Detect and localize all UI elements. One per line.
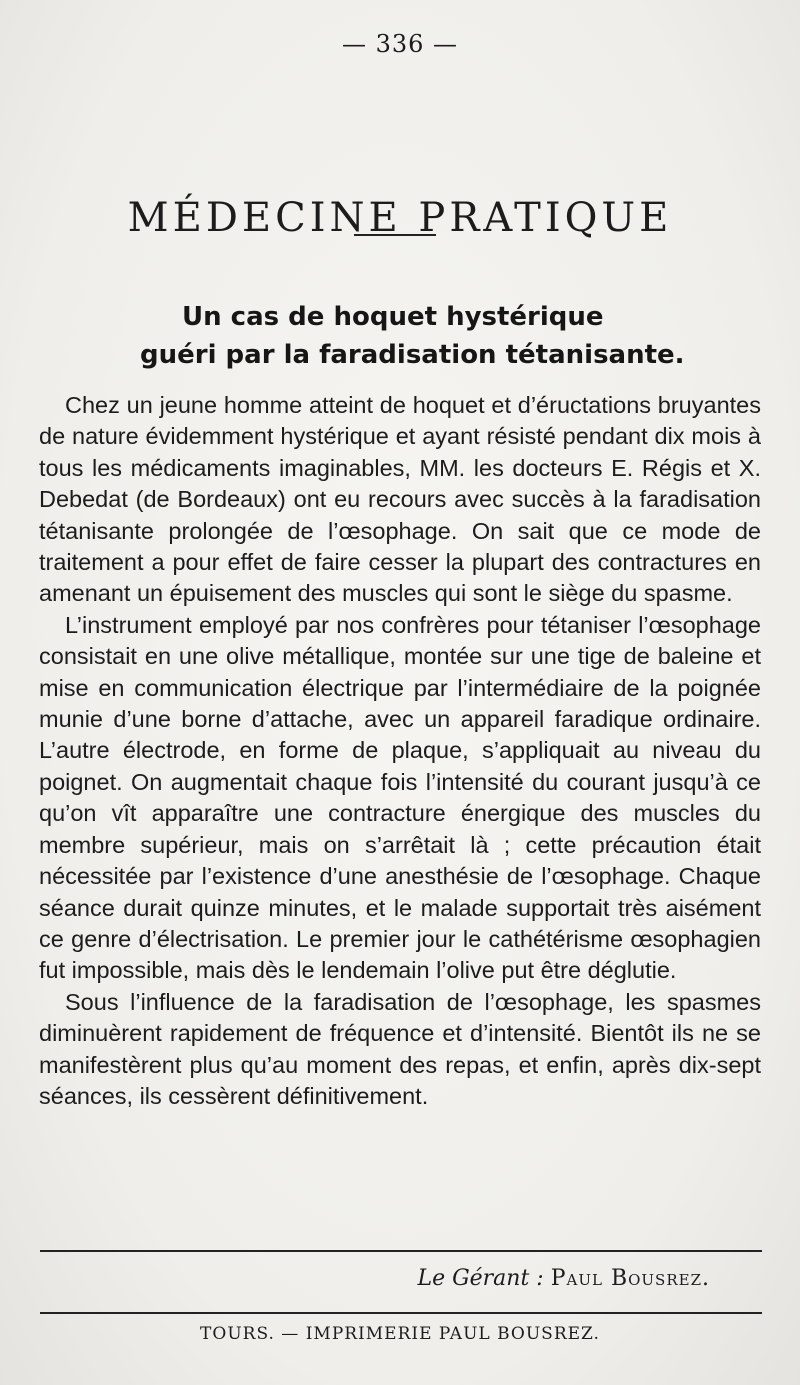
page-number: — 336 — <box>341 30 459 58</box>
printer-imprint: TOURS. — IMPRIMERIE PAUL BOUSREZ. <box>200 1324 600 1344</box>
article-title-line-1: Un cas de hoquet hystérique <box>182 302 604 332</box>
signature-label: Le Gérant : <box>417 1266 544 1291</box>
article-title-line-2: guéri par la faradisation tétanisante. <box>140 340 685 370</box>
paragraph-1: Chez un jeune homme atteint de hoquet et d’éructations bruyantes de nature évidemment hystérique et ayant résisté pendant dix mois à tous les médicaments imaginables, MM. les docteurs E. Régis et X. Debedat (de Bordeaux) ont eu recours avec succès à la faradisation tétanisante prolongée de l’œsophage. On sait que ce mode de traitement a pour effet de faire cesser la plupart des contractures en amenant un épuisement des muscles qui sont le siège du spasme. <box>39 392 761 607</box>
article-body <box>39 390 761 1112</box>
paragraph-3: Sous l’influence de la faradisation de l’œsophage, les spasmes diminuèrent rapidement de fréquence et d’intensité. Bientôt ils ne se manifestèrent plus qu’au moment des repas, et enfin, après dix-sept séances, ils cessèrent définitivement. <box>39 988 761 1109</box>
paragraph-2: L’instrument employé par nos confrères pour tétaniser l’œsophage consistait en une olive métallique, montée sur une tige de baleine et mise en communication électrique par l’intermédiaire de la poignée munie d’une borne d’attache, avec un appareil faradique ordinaire. L’autre électrode, en forme de plaque, s’appliquait au niveau du poignet. On augmentait chaque fois l’intensité du courant jusqu’à ce qu’on vît apparaître une contracture énergique des muscles du membre supérieur, mais on s’arrêtait là ; cette précaution était nécessitée par l’existence d’une anesthésie de l’œsophage. Chaque séance durait quinze minutes, et le malade supportait très aisément ce genre d’électrisation. Le premier jour le cathétérisme œsophagien fut impossible, mais dès le lendemain l’olive put être déglutie. <box>39 611 761 984</box>
article-title <box>40 298 760 374</box>
footer-rule-top <box>40 1250 762 1252</box>
signature <box>417 1266 710 1291</box>
section-title: MÉDECINE PRATIQUE <box>127 194 673 241</box>
footer-rule-bottom <box>40 1312 762 1314</box>
signature-name: Paul Bousrez. <box>550 1266 710 1291</box>
title-divider <box>354 234 436 236</box>
